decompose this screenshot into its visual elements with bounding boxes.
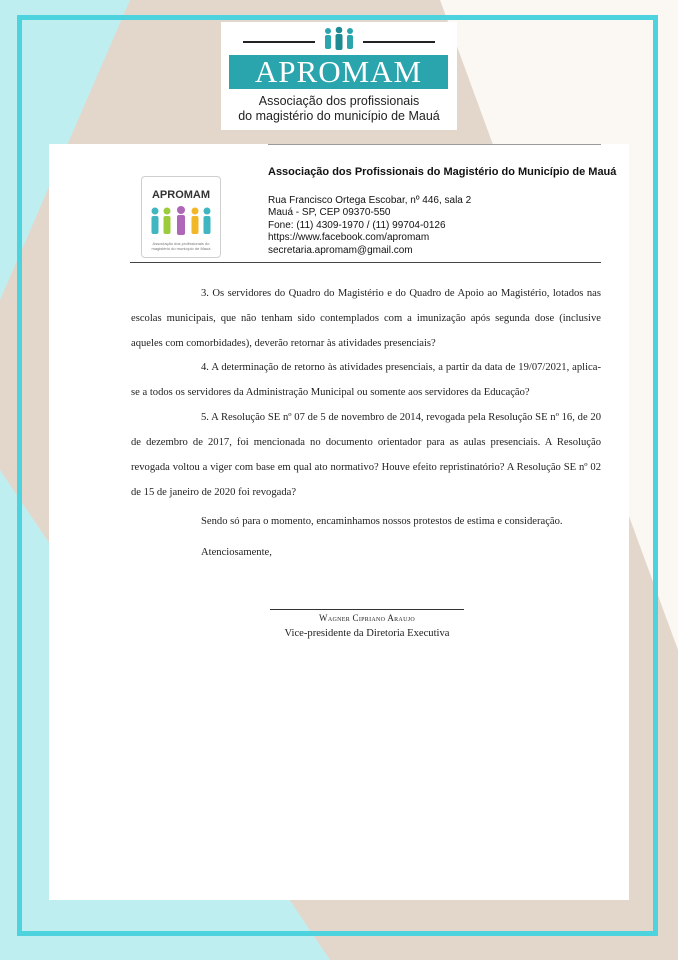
people-group-icon xyxy=(148,205,214,239)
header-logo-card xyxy=(221,22,457,130)
address-line2: Mauá - SP, CEP 09370-550 xyxy=(268,207,391,219)
closing-text: Sendo só para o momento, encaminhamos nossos protestos de estima e consideração. xyxy=(201,516,563,527)
regards-text: Atenciosamente, xyxy=(201,547,272,558)
phone-line: Fone: (11) 4309-1970 / (11) 99704-0126 xyxy=(268,219,446,231)
item-5-text: 5. A Resolução SE nº 07 de 5 de novembro de 2014, revogada pela Resolução SE nº 16, de 20 de dezembro de 2017, foi mencionada no documento orientador para as aulas presenciais. A Resolução revogada voltou a viger com base em qual ato normativo? Houve efeito repristinatório? A Resolução SE nº 02 de 15 de janeiro de 2020 foi revogada? xyxy=(131,412,601,498)
logo-left-rule xyxy=(243,41,315,43)
letterhead-top-rule xyxy=(268,144,601,145)
facebook-link[interactable]: https://www.facebook.com/apromam xyxy=(268,232,430,244)
paragraph-item-4 xyxy=(131,355,601,405)
email-link[interactable]: secretaria.apromam@gmail.com xyxy=(268,244,413,256)
logo-subtitle-line1: Associação dos profissionais xyxy=(258,94,420,108)
address-line1: Rua Francisco Ortega Escobar, nº 446, sala 2 xyxy=(268,195,472,206)
logo-subtitle-line2: do magistério do município de Mauá xyxy=(238,109,440,123)
paragraph-item-5 xyxy=(131,405,601,505)
logo-right-rule xyxy=(363,41,435,43)
signature-role: Vice-presidente da Diretoria Executiva xyxy=(284,628,450,639)
signature-line xyxy=(270,609,464,610)
letterhead-logo-caption: Associação dos profissionais do magistério do município de Mauá xyxy=(151,241,211,251)
letterhead-logo-text: APROMAM xyxy=(151,189,211,201)
logo-banner: APROMAM xyxy=(229,55,448,89)
signature-name: Wagner Cipriano Araujo xyxy=(319,613,415,623)
item-3-text: 3. Os servidores do Quadro do Magistério e do Quadro de Apoio ao Magistério, lotados nas escolas municipais, que não tenham sido contemplados com a imunização após segunda dose (inclusive aqueles com comorbidades), deverão retornar às atividades presenciais? xyxy=(131,288,601,349)
letterhead-title: Associação dos Profissionais do Magistério do Município de Mauá xyxy=(268,166,617,178)
letterhead-bottom-rule xyxy=(130,262,601,263)
letter-page xyxy=(49,144,629,900)
people-icon xyxy=(321,26,357,54)
letterhead-logo xyxy=(141,176,221,258)
letterhead-contact xyxy=(268,195,471,257)
paragraph-item-3 xyxy=(131,281,601,356)
item-4-text: 4. A determinação de retorno às atividades presenciais, a partir da data de 19/07/2021, aplica-se a todos os servidores da Administração Municipal ou somente aos servidores da Educação? xyxy=(131,362,601,398)
